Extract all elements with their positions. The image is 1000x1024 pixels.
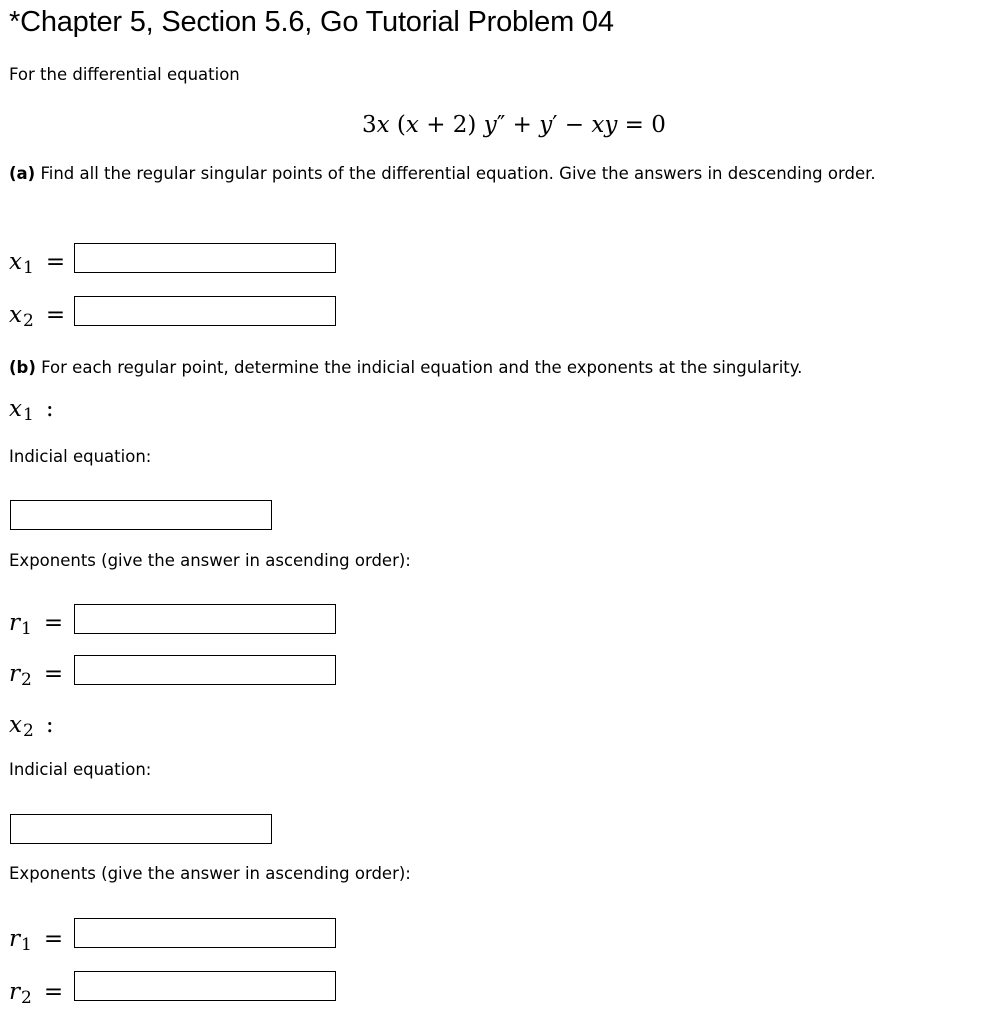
point-2-r1-input[interactable] [74, 918, 336, 948]
part-a-text: Find all the regular singular points of the differential equation. Give the answers in descending order. [35, 164, 876, 183]
point-1-r2-sub: 2 [21, 670, 32, 690]
eq-minus: − [557, 112, 592, 138]
point-1-indicial-input[interactable] [10, 500, 272, 530]
part-a-x2-sub: 2 [22, 311, 34, 331]
part-b-text: For each regular point, determine the indicial equation and the exponents at the singularity. [35, 358, 803, 377]
point-1-exponents-label: Exponents (give the answer in ascending order): [9, 551, 411, 570]
point-1-heading [9, 395, 54, 425]
part-b-prompt [9, 358, 802, 378]
point-2-r2-input[interactable] [74, 971, 336, 1001]
part-a-x2-input[interactable] [74, 296, 336, 326]
point-2-colon: : [45, 712, 54, 738]
point-1-indicial-label: Indicial equation: [9, 447, 152, 466]
part-a-x1-sub: 1 [22, 258, 34, 278]
part-a-x2-label [9, 301, 65, 331]
point-2-indicial-label: Indicial equation: [9, 760, 152, 779]
part-a-prompt [9, 164, 999, 183]
point-2-heading [9, 711, 54, 741]
eq-plus: + [505, 112, 540, 138]
point-2-indicial-input[interactable] [10, 814, 272, 844]
point-2-sub: 2 [22, 721, 34, 741]
point-2-r2-sub: 2 [21, 988, 32, 1008]
point-1-r1-var: r [9, 610, 20, 636]
eq-paren-x: x [405, 112, 419, 138]
point-2-exponents-label: Exponents (give the answer in ascending order): [9, 864, 411, 883]
part-a-x1-var: x [9, 249, 22, 275]
part-a-x1-input[interactable] [74, 243, 336, 273]
point-1-colon: : [45, 396, 54, 422]
eq-y-single: y [539, 112, 553, 138]
point-2-r2-var: r [9, 979, 20, 1005]
point-1-r2-eq: = [43, 661, 64, 687]
eq-double-prime: ″ [496, 112, 506, 138]
point-1-r1-sub: 1 [21, 619, 32, 639]
point-2-r1-var: r [9, 926, 20, 952]
part-a-x2-var: x [9, 302, 22, 328]
eq-rhs: = 0 [617, 112, 666, 138]
point-1-r2-label [9, 660, 63, 690]
point-1-r1-input[interactable] [74, 604, 336, 634]
point-2-r2-eq: = [43, 979, 64, 1005]
part-a-label: (a) [9, 164, 36, 183]
point-2-r1-label [9, 925, 63, 955]
eq-paren-open: ( [389, 112, 406, 138]
eq-xy: xy [591, 112, 618, 138]
eq-plus-two: + 2) [418, 112, 484, 138]
part-a-x2-eq: = [45, 302, 66, 328]
point-2-r1-sub: 1 [21, 935, 32, 955]
eq-x: x [376, 112, 390, 138]
point-1-r1-label [9, 609, 63, 639]
page-title: *Chapter 5, Section 5.6, Go Tutorial Problem 04 [9, 6, 614, 38]
eq-prime: ′ [552, 112, 558, 138]
point-1-sub: 1 [22, 405, 34, 425]
part-a-x1-eq: = [45, 249, 66, 275]
part-a-x1-label [9, 248, 65, 278]
point-2-r1-eq: = [43, 926, 64, 952]
point-2-var: x [9, 712, 22, 738]
point-1-r2-input[interactable] [74, 655, 336, 685]
point-1-r2-var: r [9, 661, 20, 687]
point-1-var: x [9, 396, 22, 422]
part-b-label: (b) [9, 358, 36, 377]
eq-coefficient: 3 [362, 112, 377, 138]
eq-y-double: y [483, 112, 497, 138]
point-1-r1-eq: = [43, 610, 64, 636]
differential-equation [362, 111, 666, 139]
intro-text: For the differential equation [9, 65, 240, 84]
point-2-r2-label [9, 978, 63, 1008]
